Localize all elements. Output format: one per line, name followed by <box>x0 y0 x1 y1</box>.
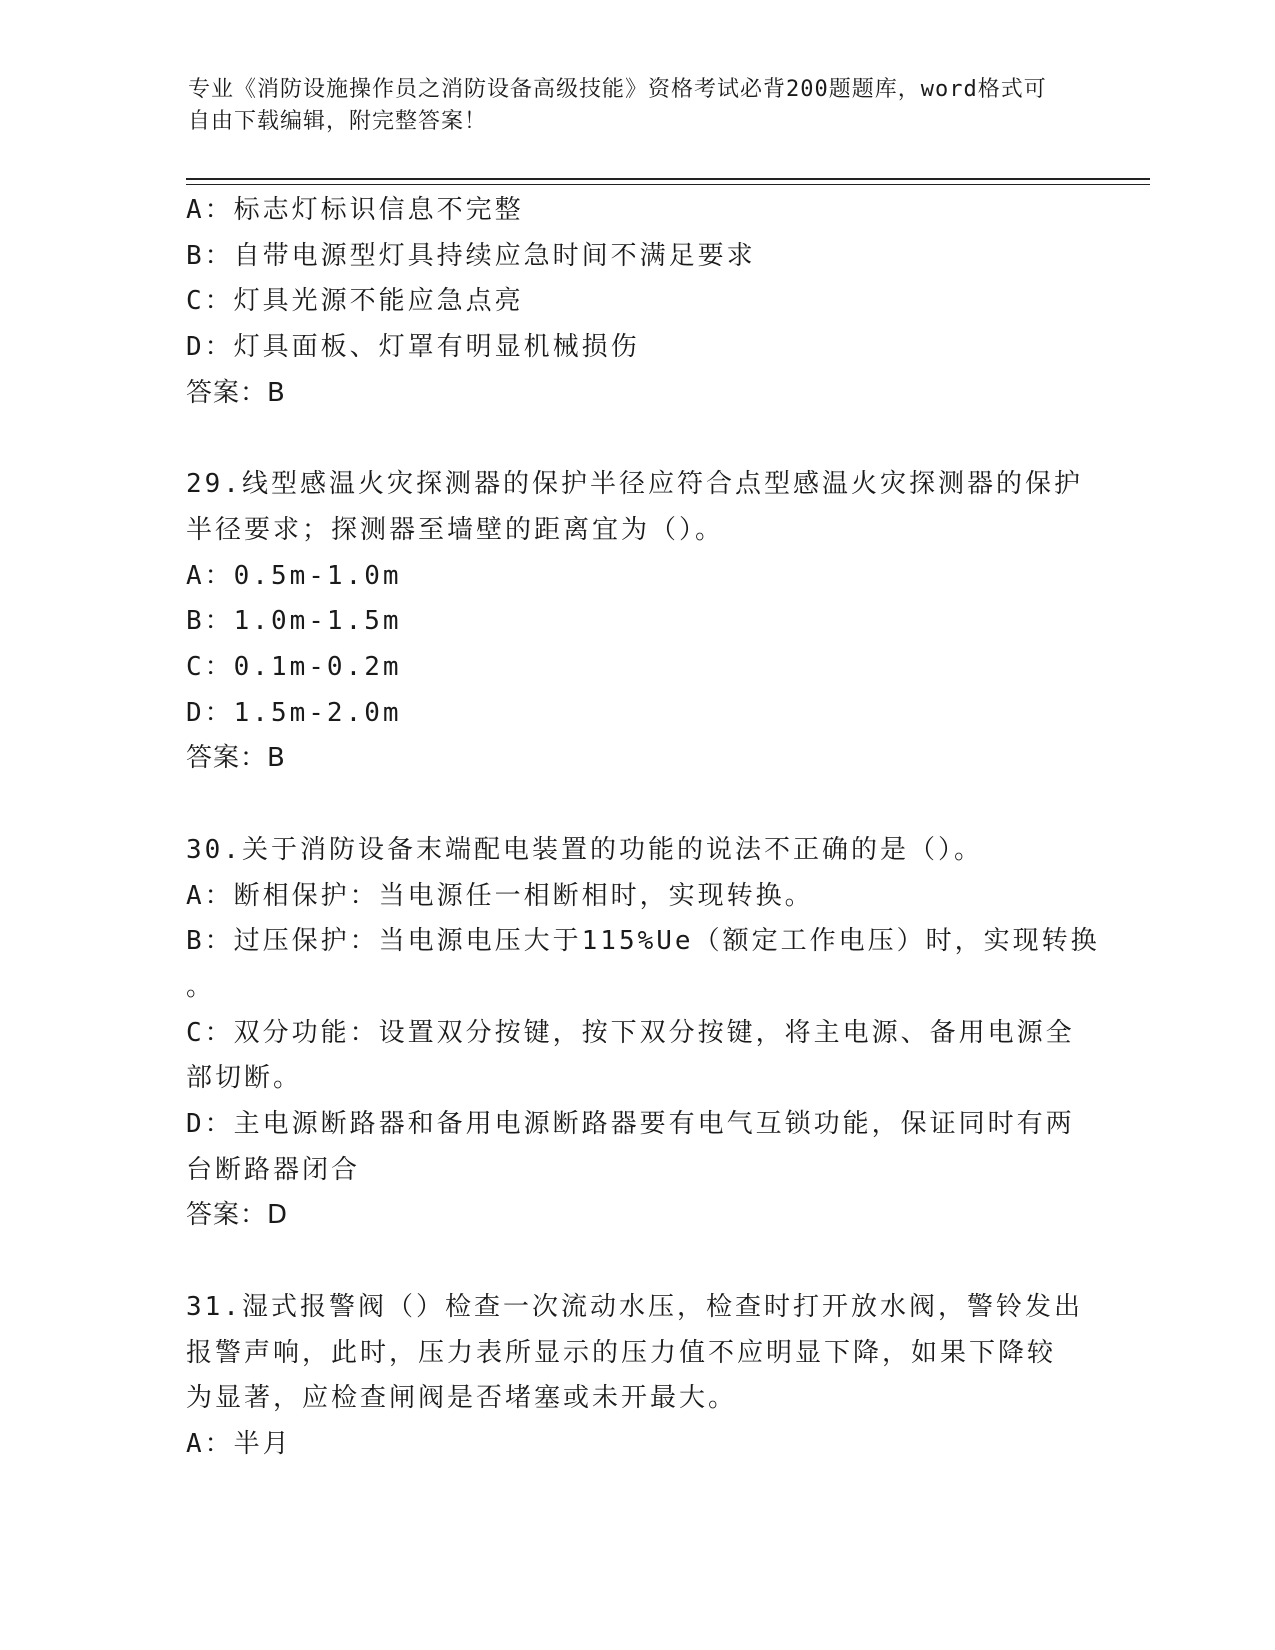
question-stem-line: 半径要求；探测器至墙壁的距离宜为（）。 <box>186 514 725 545</box>
question-stem-line: 29.线型感温火灾探测器的保护半径应符合点型感温火灾探测器的保护 <box>186 469 1083 500</box>
question-stem-line: 为显著，应检查闸阀是否堵塞或未开最大。 <box>186 1383 738 1414</box>
question-28-continued <box>186 188 1086 417</box>
option-a: A：0.5m-1.0m <box>186 560 402 591</box>
option-d: D：主电源断路器和备用电源断路器要有电气互锁功能，保证同时有两 <box>186 1109 1075 1140</box>
question-stem-line: 报警声响，此时，压力表所显示的压力值不应明显下降，如果下降较 <box>186 1337 1057 1368</box>
question-29 <box>186 462 1086 782</box>
question-stem-line: 30.关于消防设备末端配电装置的功能的说法不正确的是（）。 <box>186 834 983 865</box>
question-30 <box>186 828 1100 1239</box>
option-a: A：断相保护：当电源任一相断相时，实现转换。 <box>186 880 814 911</box>
option-c-continuation: 部切断。 <box>186 1063 303 1094</box>
option-b: B：自带电源型灯具持续应急时间不满足要求 <box>186 240 756 271</box>
option-d-continuation: 台断路器闭合 <box>186 1154 361 1185</box>
option-d: D：灯具面板、灯罩有明显机械损伤 <box>186 332 640 363</box>
question-stem-line: 31.湿式报警阀（）检查一次流动水压，检查时打开放水阀，警铃发出 <box>186 1291 1083 1322</box>
spacer <box>186 782 1086 828</box>
option-b-continuation: 。 <box>186 971 216 1002</box>
document-header: 专业《消防设施操作员之消防设备高级技能》资格考试必背200题题库，word格式可自由下载编辑，附完整答案！ <box>188 77 1047 134</box>
answer-line: 答案：B <box>186 743 286 774</box>
option-a: A：标志灯标识信息不完整 <box>186 195 524 225</box>
header-rule-thin <box>186 184 1150 185</box>
option-c: C：灯具光源不能应急点亮 <box>186 286 524 317</box>
option-c: C：0.1m-0.2m <box>186 652 402 683</box>
question-31 <box>186 1285 1086 1468</box>
spacer <box>186 417 1086 463</box>
option-c: C：双分功能：设置双分按键，按下双分按键，将主电源、备用电源全 <box>186 1017 1075 1048</box>
answer-line: 答案：D <box>186 1200 289 1231</box>
question-list <box>186 188 1100 1468</box>
option-b: B：过压保护：当电源电压大于115%Ue（额定工作电压）时，实现转换 <box>186 926 1100 957</box>
answer-line: 答案：B <box>186 377 286 408</box>
option-b: B：1.0m-1.5m <box>186 606 402 637</box>
spacer <box>186 1239 1086 1285</box>
option-d: D：1.5m-2.0m <box>186 697 402 728</box>
option-a: A：半月 <box>186 1428 292 1459</box>
header-rule-thick <box>186 178 1150 180</box>
